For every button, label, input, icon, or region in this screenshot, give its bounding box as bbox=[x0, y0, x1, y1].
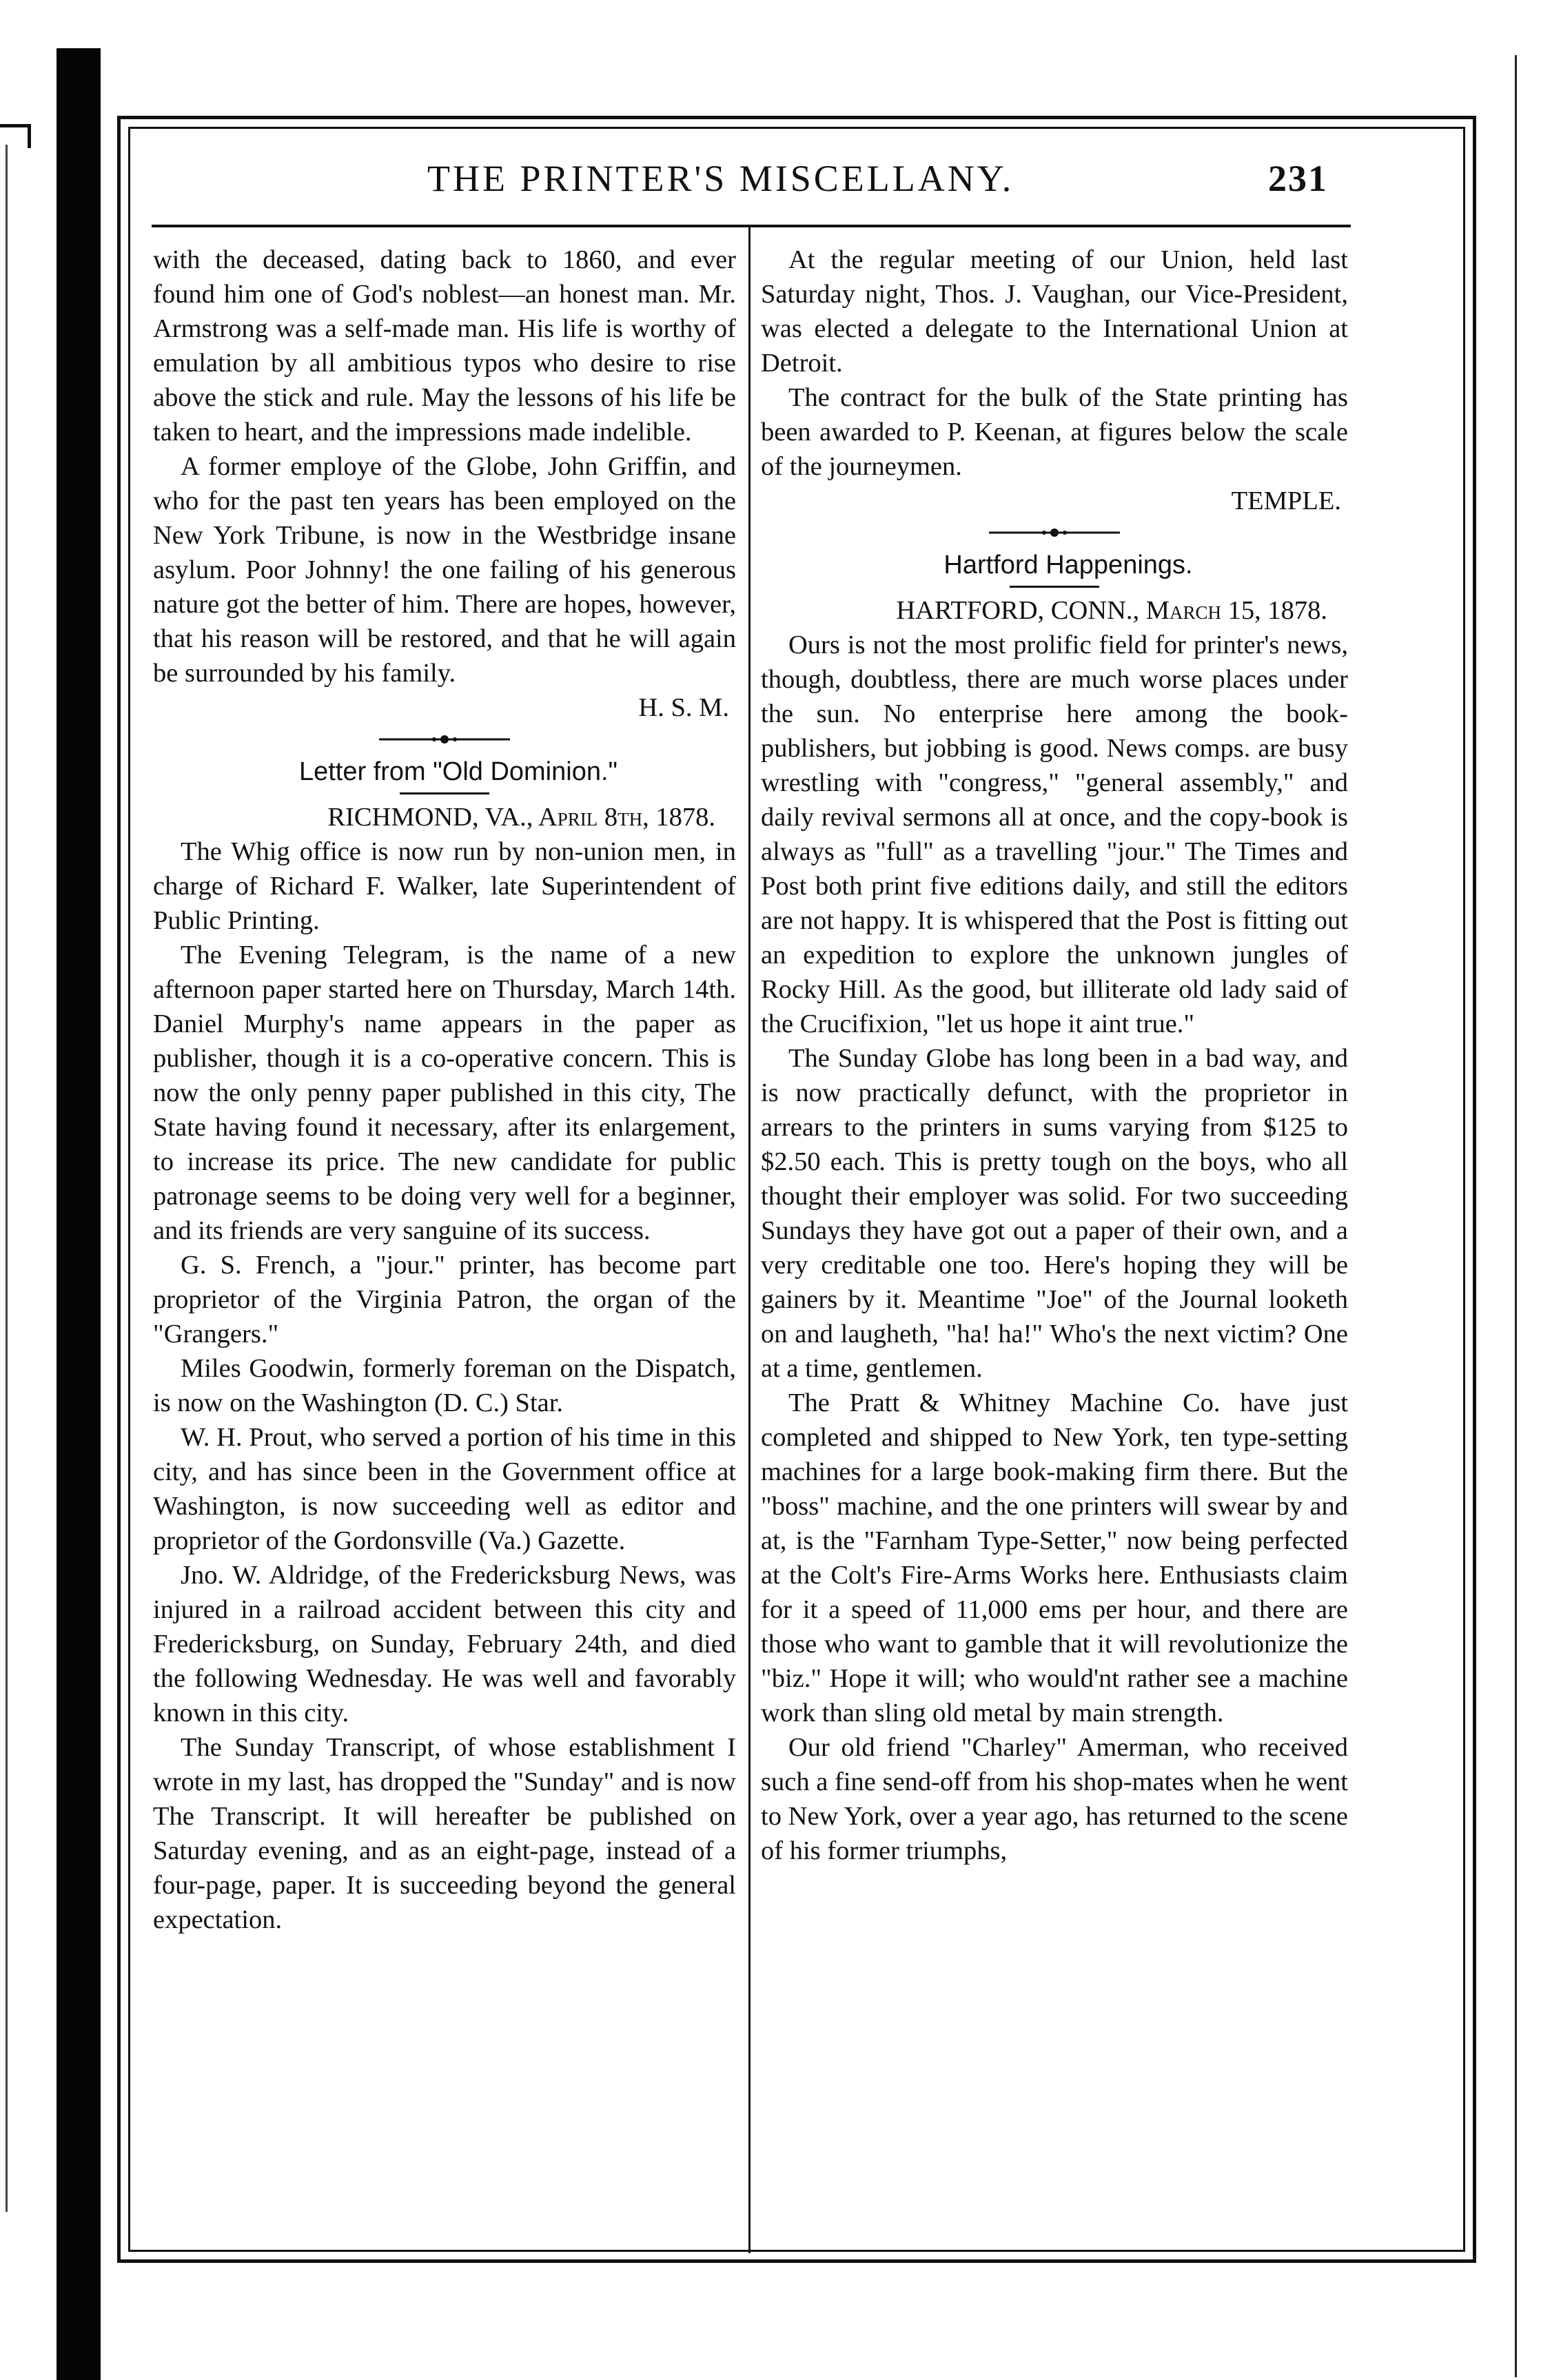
paragraph: Our old friend "Charley" Amerman, who received such a fine send-off from his shop-mates when he went to New York, over a year ago, has returned to the scene of his former triumphs, bbox=[761, 1733, 1348, 1865]
right-edge-line bbox=[1515, 55, 1517, 2377]
book-spine-shadow bbox=[57, 48, 101, 2380]
paragraph: with the deceased, dating back to 1860, and ever found him one of God's noblest—an honest man. Mr. Armstrong was a self-made man. His life is worthy of emulation by all ambitious typos who desire to rise above the stick and rule. May the lessons of his life be taken to heart, and the impressions made indelible. bbox=[153, 245, 736, 447]
paragraph: The contract for the bulk of the State printing has been awarded to P. Keenan, at figures below the scale of the journeymen. bbox=[761, 383, 1348, 481]
page-edge-line bbox=[6, 145, 8, 2212]
paragraph: Miles Goodwin, formerly foreman on the Dispatch, is now on the Washington (D. C.) Star. bbox=[153, 1354, 736, 1417]
section-title: Letter from "Old Dominion." bbox=[298, 757, 618, 786]
page-header bbox=[138, 153, 1351, 211]
right-column bbox=[761, 243, 1348, 2241]
signature: H. S. M. bbox=[638, 693, 729, 722]
paragraph: W. H. Prout, who served a portion of his time in this city, and has since been in the Government office at Washington, is now succeeding well as editor and proprietor of the Gordonsville (Va.) Gazette. bbox=[153, 1423, 736, 1555]
paragraph: G. S. French, a "jour." printer, has become part proprietor of the Virginia Patron, the organ of the "Grangers." bbox=[153, 1251, 736, 1348]
dateline: HARTFORD, CONN., March 15, 1878. bbox=[896, 596, 1327, 625]
paragraph: The Whig office is now run by non-union men, in charge of Richard F. Walker, late Superintendent of Public Printing. bbox=[153, 837, 736, 935]
paragraph: Jno. W. Aldridge, of the Fredericksburg News, was injured in a railroad accident between this city and Fredericksburg, on Sunday, February 24th, and died the following Wednesday. He was well and favorably known in this city. bbox=[153, 1561, 736, 1727]
ornament-divider bbox=[153, 725, 736, 754]
running-title: THE PRINTER'S MISCELLANY. bbox=[427, 158, 1014, 199]
paragraph: The Pratt & Whitney Machine Co. have just completed and shipped to New York, ten type-setting machines for a large book-making firm there. But the "boss" machine, and the one printers will swear by and at, is the "Farnham Type-Setter," now being perfected at the Colt's Fire-Arms Works here. Enthusiasts claim for it a speed of 11,000 ems per hour, and there are those who want to gamble that it will revolutionize the "biz." Hope it will; who would'nt rather see a machine work than sling old metal by main strength. bbox=[761, 1388, 1348, 1727]
page-edge-mark bbox=[0, 124, 31, 148]
paragraph: The Sunday Transcript, of whose establishment I wrote in my last, has dropped the "Sunday" and is now The Transcript. It will hereafter be published on Saturday evening, and as an eight-page, instead of a four-page, paper. It is succeeding beyond the general expectation. bbox=[153, 1733, 736, 1934]
ornament-divider bbox=[761, 518, 1348, 547]
title-rule bbox=[1010, 586, 1099, 588]
signature: TEMPLE. bbox=[1231, 486, 1341, 515]
page-number: 231 bbox=[1268, 158, 1328, 199]
paragraph: Ours is not the most prolific field for printer's news, though, doubtless, there are much worse places under the sun. No enterprise here among the book-publishers, but jobbing is good. News comps. are busy wrestling with "congress," "general assembly," and daily revival sermons all at once, and the copy-book is always as "full" as a travelling "jour." The Times and Post both print five editions daily, and still the editors are not happy. It is whispered that the Post is fitting out an expedition to explore the unknown jungles of Rocky Hill. As the good, but illiterate old lady said of the Crucifixion, "let us hope it aint true." bbox=[761, 630, 1348, 1038]
left-column bbox=[153, 243, 736, 2241]
paragraph: A former employe of the Globe, John Griffin, and who for the past ten years has been employed on the New York Tribune, is now in the Westbridge insane asylum. Poor Johnny! the one failing of his generous nature got the better of him. There are hopes, however, that his reason will be restored, and that he will again be surrounded by his family. bbox=[153, 452, 736, 688]
title-rule bbox=[400, 792, 489, 794]
paragraph: The Evening Telegram, is the name of a new afternoon paper started here on Thursday, March 14th. Daniel Murphy's name appears in the paper as publisher, though it is a co-operative concern. This is now the only penny paper published in this city, The State having found it necessary, after its enlargement, to increase its price. The new candidate for public patronage seems to be doing very well for a beginner, and its friends are very sanguine of its success. bbox=[153, 941, 736, 1245]
column-divider bbox=[748, 227, 751, 2253]
section-title: Hartford Happenings. bbox=[943, 551, 1193, 579]
header-rule bbox=[152, 225, 1351, 227]
paragraph: At the regular meeting of our Union, held last Saturday night, Thos. J. Vaughan, our Vice-President, was elected a delegate to the International Union at Detroit. bbox=[761, 245, 1348, 378]
paragraph: The Sunday Globe has long been in a bad way, and is now practically defunct, with the proprietor in arrears to the printers in sums varying from $125 to $2.50 each. This is pretty tough on the boys, who all thought their employer was solid. For two succeeding Sundays they have got out a paper of their own, and a very creditable one too. Here's hoping they will be gainers by it. Meantime "Joe" of the Journal looketh on and laugheth, "ha! ha!" Who's the next victim? One at a time, gentlemen. bbox=[761, 1044, 1348, 1383]
dateline: RICHMOND, VA., April 8th, 1878. bbox=[327, 803, 715, 832]
